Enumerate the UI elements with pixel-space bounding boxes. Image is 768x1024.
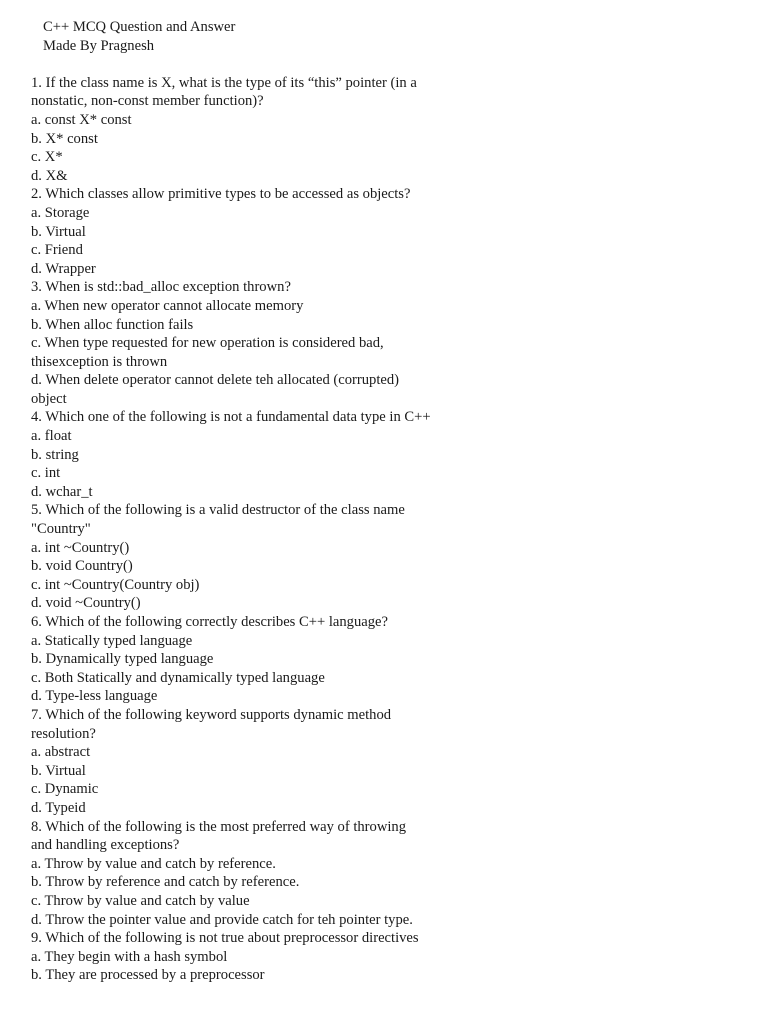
answer-option: c. Throw by value and catch by value: [31, 892, 250, 909]
document-author: Made By Pragnesh: [43, 37, 155, 54]
answer-option: b. They are processed by a preprocessor: [31, 967, 265, 984]
answer-option: b. Virtual: [31, 762, 86, 779]
answer-option: a. Statically typed language: [31, 632, 193, 649]
answer-option: a. const X* const: [31, 111, 132, 128]
question-text: 3. When is std::bad_alloc exception thrown?: [31, 279, 291, 296]
answer-option: c. X*: [31, 149, 63, 166]
question-text: 8. Which of the following is the most preferred way of throwing: [31, 818, 407, 835]
document-title: C++ MCQ Question and Answer: [43, 19, 236, 35]
answer-option: c. Both Statically and dynamically typed language: [31, 669, 325, 686]
answer-option: a. float: [31, 428, 72, 445]
answer-option: c. Friend: [31, 242, 83, 259]
answer-option: b. Virtual: [31, 223, 86, 240]
text-line: and handling exceptions?: [31, 837, 180, 854]
question-text: 7. Which of the following keyword supports dynamic method: [31, 706, 392, 723]
answer-option: a. abstract: [31, 744, 91, 761]
question-text: 1. If the class name is X, what is the type of its “this” pointer (in a: [31, 74, 417, 91]
answer-option: b. Dynamically typed language: [31, 651, 214, 668]
answer-option: a. When new operator cannot allocate memory: [31, 297, 304, 314]
answer-option: d. Type-less language: [31, 688, 158, 705]
answer-option: d. Throw the pointer value and provide catch for teh pointer type.: [31, 911, 413, 928]
answer-option: c. int ~Country(Country obj): [31, 576, 200, 593]
text-line: nonstatic, non-const member function)?: [31, 93, 264, 110]
answer-option: c. int: [31, 465, 61, 482]
answer-option: a. They begin with a hash symbol: [31, 948, 228, 965]
question-list: [31, 74, 751, 985]
text-line: "Country": [31, 521, 91, 538]
answer-option: c. Dynamic: [31, 781, 99, 798]
answer-option: d. wchar_t: [31, 483, 93, 500]
answer-option: a. Storage: [31, 204, 90, 221]
question-text: 4. Which one of the following is not a fundamental data type in C++: [31, 409, 431, 426]
answer-option: c. When type requested for new operation is considered bad,: [31, 335, 384, 352]
answer-option: d. X&: [31, 167, 68, 184]
question-text: 6. Which of the following correctly describes C++ language?: [31, 614, 389, 630]
text-line: resolution?: [31, 725, 96, 742]
answer-option: d. Typeid: [31, 799, 86, 816]
text-line: thisexception is thrown: [31, 353, 168, 370]
answer-option: b. void Country(): [31, 558, 133, 575]
answer-option: d. void ~Country(): [31, 595, 141, 612]
answer-option: a. int ~Country(): [31, 539, 130, 556]
answer-option: b. X* const: [31, 130, 98, 147]
answer-option: a. Throw by value and catch by reference.: [31, 855, 276, 872]
question-text: 5. Which of the following is a valid destructor of the class name: [31, 502, 405, 519]
document-page: [31, 18, 751, 985]
answer-option: d. Wrapper: [31, 260, 96, 277]
text-line: object: [31, 390, 67, 407]
answer-option: b. When alloc function fails: [31, 316, 194, 333]
answer-option: b. Throw by reference and catch by reference.: [31, 874, 300, 891]
document-header: [31, 18, 751, 55]
answer-option: d. When delete operator cannot delete teh allocated (corrupted): [31, 372, 400, 389]
question-text: 2. Which classes allow primitive types to be accessed as objects?: [31, 186, 411, 203]
answer-option: b. string: [31, 446, 79, 463]
question-text: 9. Which of the following is not true about preprocessor directives: [31, 930, 419, 947]
